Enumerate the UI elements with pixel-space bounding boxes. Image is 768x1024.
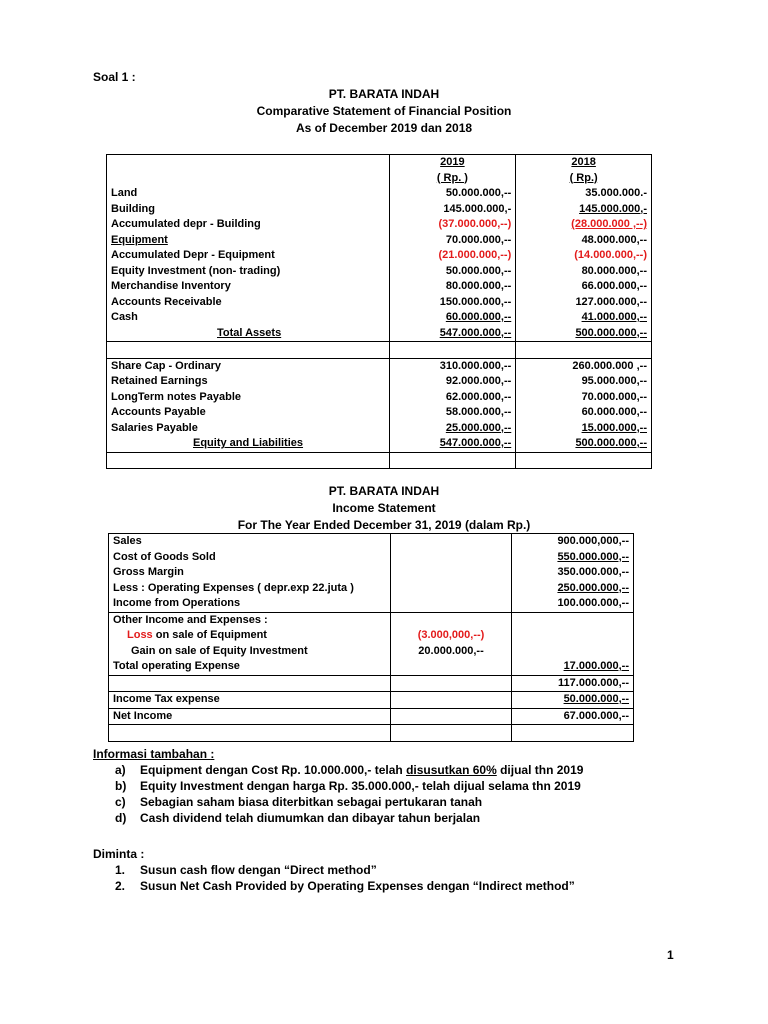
value-2019: 58.000.000,-- bbox=[389, 405, 516, 421]
list-item: b) Equity Investment dengan harga Rp. 35.000.000,- telah dijual selama thn 2019 bbox=[115, 779, 581, 793]
list-item: c) Sebagian saham biasa diterbitkan sebagai pertukaran tanah bbox=[115, 795, 483, 809]
row-label: Accounts Payable bbox=[107, 405, 390, 421]
value-2018: 145.000.000,- bbox=[579, 202, 647, 215]
total-assets-2019: 547.000.000,-- bbox=[439, 326, 512, 339]
row-label: Merchandise Inventory bbox=[107, 279, 390, 295]
table-row bbox=[107, 233, 652, 249]
table-row bbox=[109, 708, 634, 725]
row-label: Accumulated depr - Building bbox=[107, 217, 390, 233]
table-row bbox=[107, 421, 652, 437]
total-equity-label: Equity and Liabilities bbox=[193, 437, 304, 449]
table-row bbox=[109, 628, 634, 644]
value-2019: 145.000.000,- bbox=[389, 202, 516, 218]
table-row bbox=[107, 374, 652, 390]
table-row bbox=[107, 390, 652, 406]
row-label: Total operating Expense bbox=[109, 659, 391, 675]
row-label: Gain on sale of Equity Investment bbox=[109, 644, 391, 660]
row-label: Equipment bbox=[111, 233, 168, 246]
table-row bbox=[107, 264, 652, 280]
row-value: 17.000.000,-- bbox=[563, 660, 629, 672]
subtotal-value: 117.000.000,-- bbox=[512, 675, 634, 692]
diminta-heading: Diminta : bbox=[93, 847, 145, 861]
table-row bbox=[107, 186, 652, 202]
table-row bbox=[109, 644, 634, 660]
row-value: 350.000.000,-- bbox=[512, 565, 634, 581]
value-2018: 15.000.000,-- bbox=[581, 421, 647, 434]
row-value: 900.000,000,-- bbox=[512, 534, 634, 550]
loss-label: Loss bbox=[127, 629, 153, 641]
value-2018: 80.000.000,-- bbox=[516, 264, 652, 280]
row-label: Accounts Receivable bbox=[107, 295, 390, 311]
value-2019: 80.000.000,-- bbox=[389, 279, 516, 295]
row-label: Income from Operations bbox=[109, 596, 391, 612]
table-row bbox=[107, 405, 652, 421]
row-label: Retained Earnings bbox=[107, 374, 390, 390]
list-item: 2. Susun Net Cash Provided by Operating Expenses dengan “Indirect method” bbox=[115, 879, 575, 893]
balance-sheet-table bbox=[106, 154, 652, 469]
list-item: a) Equipment dengan Cost Rp. 10.000.000,- telah disusutkan 60% dijual thn 2019 bbox=[115, 763, 584, 777]
row-label: LongTerm notes Payable bbox=[107, 390, 390, 406]
value-2018: 35.000.000.- bbox=[516, 186, 652, 202]
value-2019: (37.000.000,--) bbox=[389, 217, 516, 233]
loss-label-rest: on sale of Equipment bbox=[152, 629, 267, 641]
diminta-section bbox=[93, 846, 575, 894]
unit-2019: ( Rp. ) bbox=[436, 171, 468, 184]
table-row bbox=[107, 217, 652, 233]
row-label: Sales bbox=[109, 534, 391, 550]
table-row bbox=[109, 692, 634, 709]
row-value: 50.000.000,-- bbox=[563, 693, 629, 705]
total-equity-row bbox=[107, 436, 652, 452]
income-company: PT. BARATA INDAH bbox=[328, 484, 440, 498]
value-2018: 48.000.000,-- bbox=[516, 233, 652, 249]
table-row bbox=[109, 675, 634, 692]
row-label: Income Tax expense bbox=[109, 692, 391, 709]
row-label: Building bbox=[107, 202, 390, 218]
row-label: Net Income bbox=[109, 708, 391, 725]
row-value: 550.000.000,-- bbox=[557, 550, 629, 563]
value-2018: 66.000.000,-- bbox=[516, 279, 652, 295]
row-value: 100.000.000,-- bbox=[512, 596, 634, 612]
row-label: Share Cap - Ordinary bbox=[107, 358, 390, 374]
value-2019: 50.000.000,-- bbox=[389, 186, 516, 202]
row-value: 67.000.000,-- bbox=[512, 708, 634, 725]
unit-2018: ( Rp.) bbox=[569, 171, 598, 184]
table-row bbox=[109, 659, 634, 675]
value-2018: (28.000.000 ,--) bbox=[571, 218, 647, 230]
total-assets-label: Total Assets bbox=[217, 326, 282, 339]
value-2019: 60.000.000,-- bbox=[445, 311, 512, 323]
value-2018: 260.000.000 ,-- bbox=[516, 358, 652, 374]
table-row bbox=[107, 358, 652, 374]
value-2019: 50.000.000,-- bbox=[389, 264, 516, 280]
info-heading: Informasi tambahan bbox=[93, 747, 211, 761]
table-row bbox=[107, 295, 652, 311]
value-2019: 70.000.000,-- bbox=[389, 233, 516, 249]
table-row bbox=[107, 248, 652, 264]
info-colon: : bbox=[210, 747, 215, 761]
income-statement-table bbox=[108, 533, 634, 742]
value-2019: (21.000.000,--) bbox=[389, 248, 516, 264]
table-row bbox=[109, 581, 634, 597]
row-label: Less : Operating Expenses ( depr.exp 22.juta ) bbox=[109, 581, 391, 597]
list-item: d) Cash dividend telah diumumkan dan dibayar tahun berjalan bbox=[115, 811, 481, 825]
value-2018: (14.000.000,--) bbox=[516, 248, 652, 264]
table-row bbox=[109, 596, 634, 612]
row-value: 250.000.000,-- bbox=[557, 581, 629, 594]
row-label: Cash bbox=[107, 310, 390, 326]
value-2019: 150.000.000,-- bbox=[389, 295, 516, 311]
row-label: Salaries Payable bbox=[107, 421, 390, 437]
value-2019: 310.000.000,-- bbox=[389, 358, 516, 374]
info-section bbox=[93, 746, 583, 826]
table-row bbox=[107, 202, 652, 218]
value-2019: 62.000.000,-- bbox=[389, 390, 516, 406]
row-label: Cost of Goods Sold bbox=[109, 550, 391, 566]
total-assets-2018: 500.000.000,-- bbox=[575, 326, 647, 339]
row-label: Gross Margin bbox=[109, 565, 391, 581]
col-2019-header: 2019 bbox=[440, 156, 465, 168]
row-label: Accumulated Depr - Equipment bbox=[107, 248, 390, 264]
row-label: Equity Investment (non- trading) bbox=[107, 264, 390, 280]
balance-company: PT. BARATA INDAH bbox=[328, 87, 440, 101]
income-subtitle: For The Year Ended December 31, 2019 (dalam Rp.) bbox=[237, 518, 531, 532]
value-2019: 92.000.000,-- bbox=[389, 374, 516, 390]
total-assets-row bbox=[107, 326, 652, 342]
row-label: Other Income and Expenses : bbox=[109, 612, 391, 628]
value-2018: 127.000.000,-- bbox=[516, 295, 652, 311]
balance-title: Comparative Statement of Financial Position bbox=[256, 104, 512, 118]
value-2018: 41.000.000,-- bbox=[581, 311, 647, 323]
income-title: Income Statement bbox=[332, 501, 436, 515]
col-2018-header: 2018 bbox=[571, 156, 596, 168]
table-row bbox=[109, 565, 634, 581]
total-equity-2018: 500.000.000,-- bbox=[575, 437, 647, 449]
table-row bbox=[109, 534, 634, 550]
page-number: 1 bbox=[667, 948, 674, 962]
table-row bbox=[107, 310, 652, 326]
gain-value: 20.000.000,-- bbox=[390, 644, 512, 660]
loss-value: (3.000,000,--) bbox=[390, 628, 512, 644]
value-2018: 95.000.000,-- bbox=[516, 374, 652, 390]
value-2018: 70.000.000,-- bbox=[516, 390, 652, 406]
table-row bbox=[107, 279, 652, 295]
value-2018: 60.000.000,-- bbox=[516, 405, 652, 421]
list-item: 1. Susun cash flow dengan “Direct method” bbox=[115, 863, 377, 877]
table-row bbox=[109, 550, 634, 566]
total-equity-2019: 547.000.000,-- bbox=[439, 437, 512, 449]
balance-subtitle: As of December 2019 dan 2018 bbox=[295, 121, 473, 135]
value-2019: 25.000.000,-- bbox=[445, 421, 512, 434]
row-label: Land bbox=[107, 186, 390, 202]
soal-label: Soal 1 : bbox=[93, 70, 136, 84]
table-row bbox=[109, 612, 634, 628]
